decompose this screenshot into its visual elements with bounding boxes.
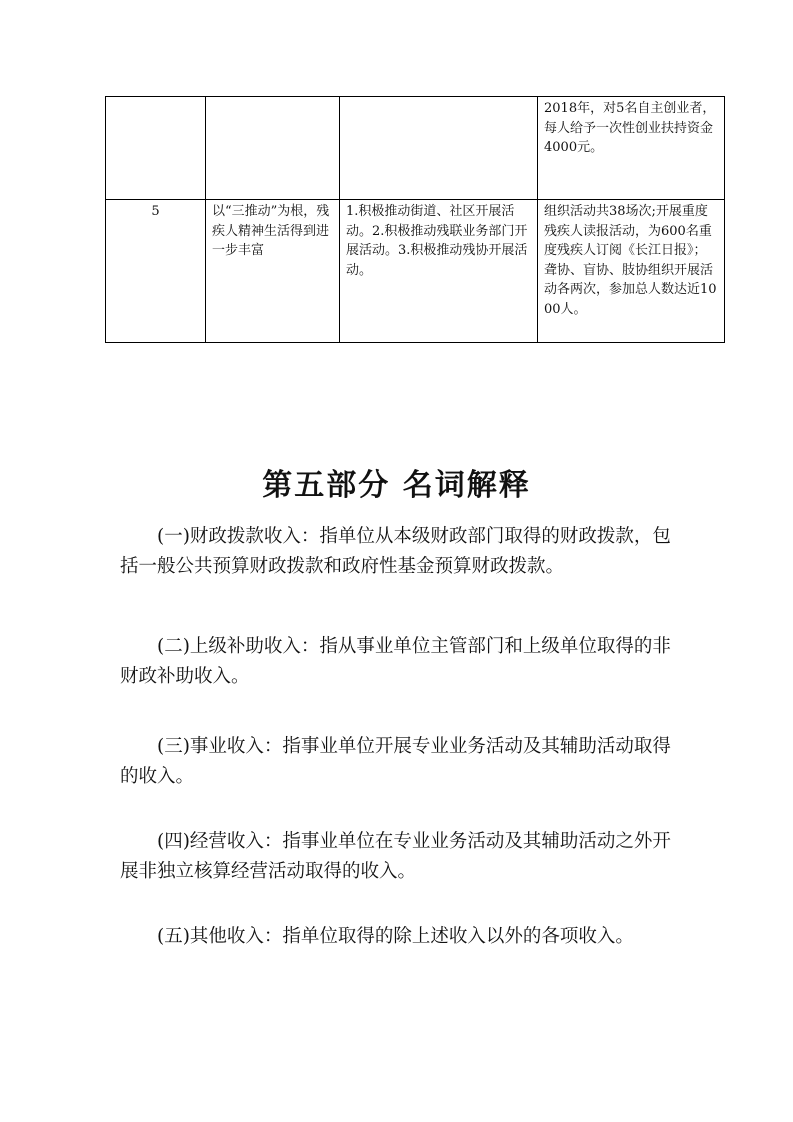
definition-paragraph: (一)财政拨款收入：指单位从本级财政部门取得的财政拨款，包括一般公共预算财政拨款和政府性基金预算财政拨款。 xyxy=(120,526,671,577)
definition-paragraph: (四)经营收入：指事业单位在专业业务活动及其辅助活动之外开展非独立核算经营活动取得的收入。 xyxy=(120,831,671,882)
row-number-cell: 5 xyxy=(106,200,206,343)
measures-cell: 1.积极推动街道、社区开展活动。2.积极推动残联业务部门开展活动。3.积极推动残协开展活动。 xyxy=(340,200,538,343)
definition-paragraph: (三)事业收入：指事业单位开展专业业务活动及其辅助活动取得的收入。 xyxy=(120,736,671,787)
definition-paragraph: (五)其他收入：指单位取得的除上述收入以外的各项收入。 xyxy=(157,926,634,947)
table-row xyxy=(106,200,725,343)
measures-cell xyxy=(340,97,538,200)
row-number-cell xyxy=(106,97,206,200)
definition-paragraph: (二)上级补助收入：指从事业单位主管部门和上级单位取得的非财政补助收入。 xyxy=(120,636,671,687)
table-row xyxy=(106,97,725,200)
section-title: 第五部分 名词解释 xyxy=(262,468,531,503)
goal-cell: 以“三推动”为根，残疾人精神生活得到进一步丰富 xyxy=(206,200,340,343)
result-cell: 2018年，对5名自主创业者，每人给予一次性创业扶持资金4000元。 xyxy=(538,97,725,200)
result-cell: 组织活动共38场次;开展重度残疾人读报活动，为600名重度残疾人订阅《长江日报》；聋协、盲协、肢协组织开展活动各两次，参加总人数达近1000人。 xyxy=(538,200,725,343)
goal-cell xyxy=(206,97,340,200)
performance-table xyxy=(105,96,725,343)
